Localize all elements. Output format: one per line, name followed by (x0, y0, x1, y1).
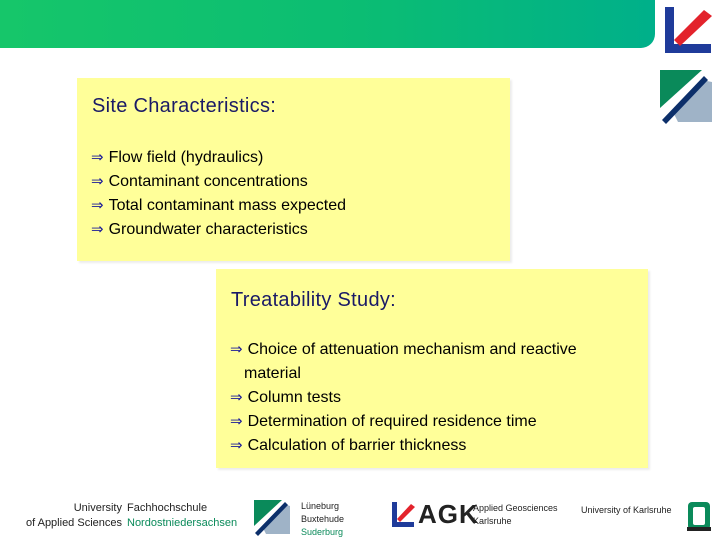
footer-university-label: University (73, 502, 122, 514)
karlsruhe-logo-icon (686, 500, 712, 532)
footer-cities (301, 500, 344, 539)
footer-university-karlsruhe: University of Karlsruhe (581, 505, 672, 515)
implies-arrow-icon: ⇒ (230, 389, 243, 406)
implies-arrow-icon: ⇒ (230, 437, 243, 454)
footer-applied-sciences-label: of Applied Sciences (25, 517, 122, 529)
list-item: ⇒ Total contaminant mass expected (91, 197, 347, 214)
list-item-continuation: material (244, 365, 301, 382)
footer-applied-geosciences: Applied Geosciences Karlsruhe (473, 503, 558, 526)
list-item: ⇒ Contaminant concentrations (91, 173, 308, 190)
implies-arrow-icon: ⇒ (91, 221, 104, 238)
university-logo-l-icon (660, 4, 714, 60)
implies-arrow-icon: ⇒ (91, 173, 104, 190)
implies-arrow-icon: ⇒ (91, 149, 104, 166)
footer-swoosh-icon (252, 496, 292, 536)
list-item: ⇒ Determination of required residence time (230, 413, 537, 430)
list-item: ⇒ Groundwater characteristics (91, 221, 308, 238)
list-item: ⇒ Choice of attenuation mechanism and reactive (230, 341, 577, 358)
list-item: ⇒ Column tests (230, 389, 341, 406)
treatability-study-heading: Treatability Study: (231, 289, 397, 311)
city-lueneburg: Lüneburg (301, 501, 340, 511)
treatability-study-box (216, 269, 648, 468)
list-item: ⇒ Flow field (hydraulics) (91, 149, 264, 166)
agk-logo-l-icon (390, 500, 416, 530)
implies-arrow-icon: ⇒ (91, 197, 104, 214)
list-item: ⇒ Calculation of barrier thickness (230, 437, 467, 454)
city-suderburg: Suderburg (301, 527, 344, 537)
footer-nordostniedersachsen-label: Nordostniedersachsen (127, 517, 238, 529)
fachhochschule-swoosh-icon (658, 68, 714, 124)
footer-fachhochschule-label: Fachhochschule (127, 502, 208, 514)
agk-logo-text: AGK (418, 499, 479, 529)
implies-arrow-icon: ⇒ (230, 413, 243, 430)
implies-arrow-icon: ⇒ (230, 341, 243, 358)
site-characteristics-heading: Site Characteristics: (92, 95, 277, 117)
footer-university-block (10, 501, 248, 531)
treatability-study-list (230, 338, 577, 458)
header-band (0, 0, 655, 48)
site-characteristics-list (91, 146, 346, 242)
city-buxtehude: Buxtehude (301, 514, 345, 524)
site-characteristics-box (77, 78, 510, 261)
